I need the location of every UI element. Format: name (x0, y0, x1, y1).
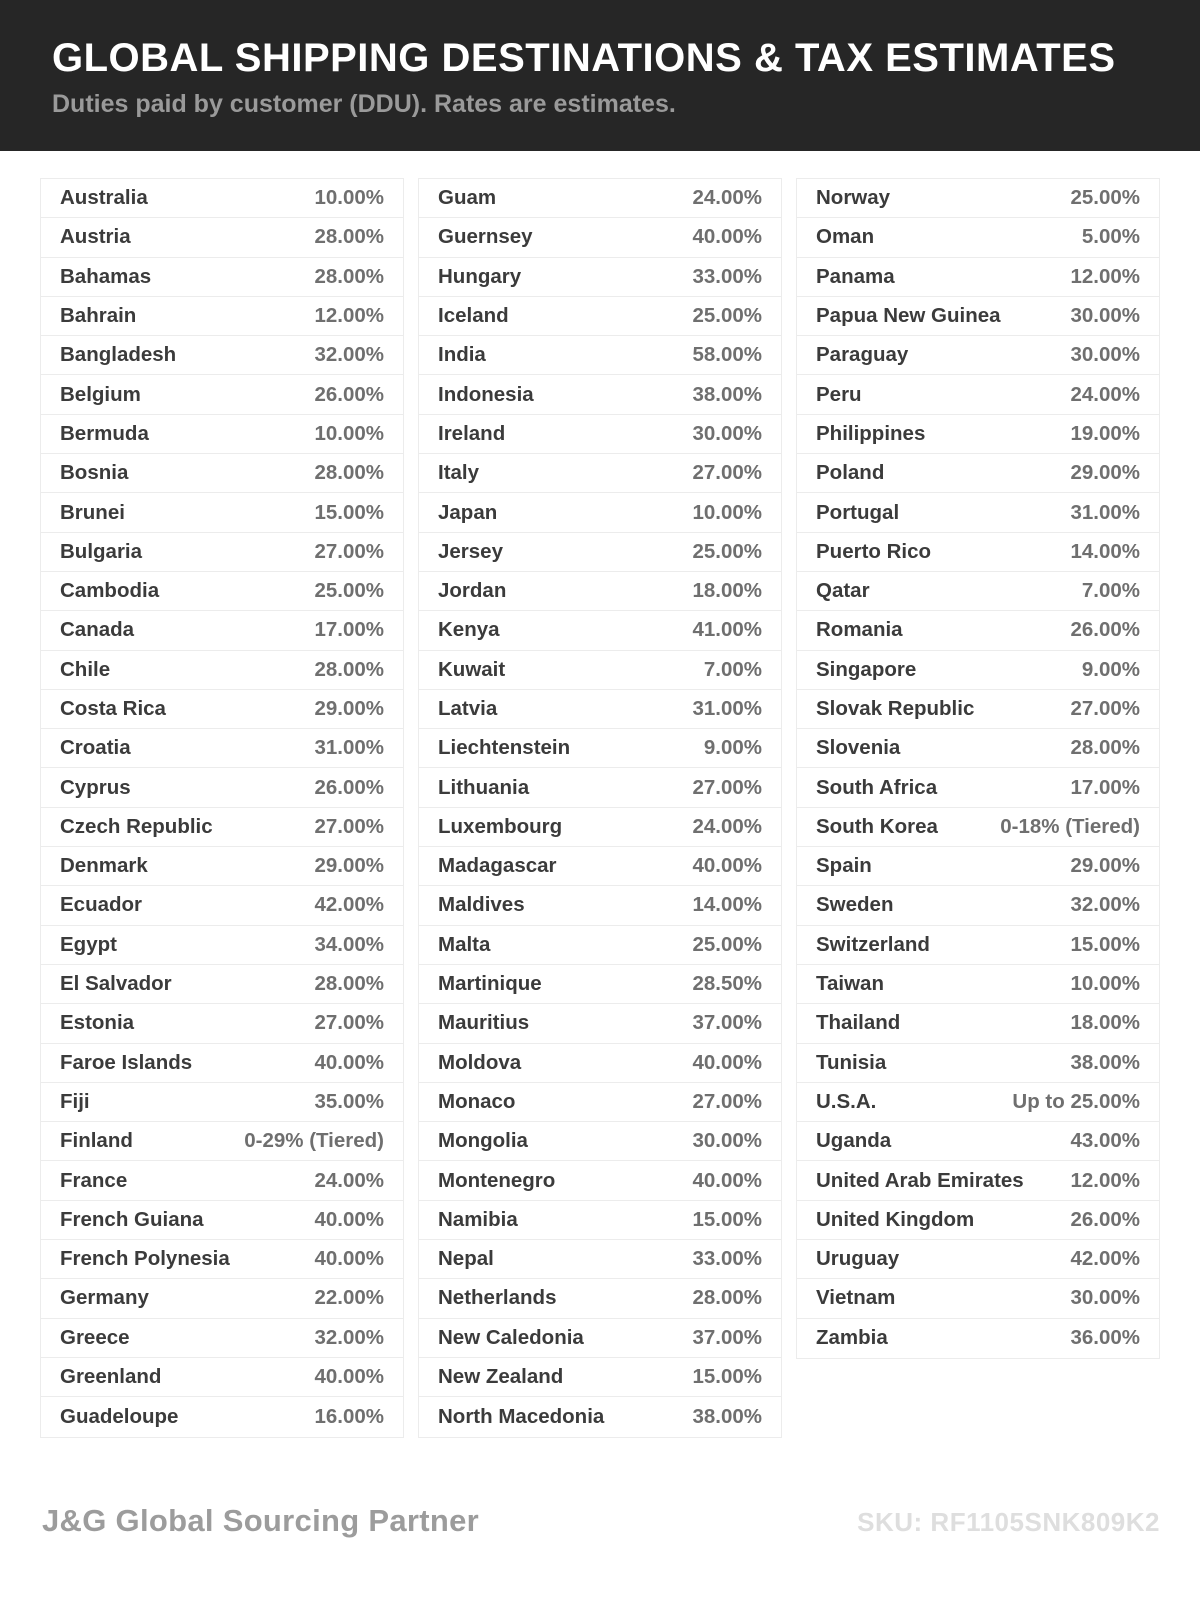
table-row (419, 1201, 781, 1240)
tax-rate: 19.00% (1070, 421, 1140, 445)
table-row (41, 651, 403, 690)
table-row (419, 336, 781, 375)
tax-rate: 9.00% (1081, 657, 1140, 681)
tax-rate: 37.00% (692, 1011, 762, 1035)
country-name: South Africa (816, 775, 938, 799)
country-name: Panama (816, 264, 895, 288)
table-row (41, 1279, 403, 1318)
country-name: Uganda (816, 1129, 892, 1153)
table-row (41, 847, 403, 886)
table-row (419, 1358, 781, 1397)
tax-rate: 26.00% (314, 775, 384, 799)
tax-rate: 58.00% (692, 343, 762, 367)
table-row (797, 1161, 1159, 1200)
table-row (41, 1201, 403, 1240)
country-name: Hungary (438, 264, 522, 288)
tax-rate: 36.00% (1070, 1326, 1140, 1350)
tax-rate: 27.00% (314, 539, 384, 563)
country-name: Uruguay (816, 1247, 900, 1271)
table-row (41, 533, 403, 572)
table-row (41, 1319, 403, 1358)
country-name: Paraguay (816, 343, 909, 367)
table-row (797, 1083, 1159, 1122)
tax-rate: 31.00% (1070, 500, 1140, 524)
table-row (41, 1161, 403, 1200)
table-row (797, 1122, 1159, 1161)
tax-rate: 9.00% (703, 736, 762, 760)
table-row (419, 1122, 781, 1161)
tax-rate: 28.00% (1070, 736, 1140, 760)
table-row (797, 533, 1159, 572)
table-row (797, 768, 1159, 807)
tax-rate: 29.00% (314, 697, 384, 720)
tax-rate: 27.00% (314, 1011, 384, 1035)
country-name: Denmark (60, 854, 148, 878)
tax-rate: 25.00% (1070, 186, 1140, 210)
country-name: India (438, 343, 486, 367)
table-column-3 (796, 178, 1160, 1359)
country-name: Iceland (438, 304, 509, 328)
country-name: Ireland (438, 421, 506, 445)
tax-rate: 41.00% (692, 618, 762, 642)
country-name: Vietnam (816, 1286, 896, 1310)
country-name: U.S.A. (816, 1089, 877, 1113)
table-row (797, 690, 1159, 729)
tax-rate: 40.00% (314, 1365, 384, 1389)
table-row (797, 611, 1159, 650)
tax-rate: 12.00% (1070, 1168, 1140, 1192)
tax-rate: 30.00% (1070, 1286, 1140, 1310)
tax-rate: 29.00% (1070, 461, 1140, 485)
tax-rate: 25.00% (692, 539, 762, 563)
tax-rate: 42.00% (314, 893, 384, 917)
table-row (797, 1201, 1159, 1240)
table-row (41, 179, 403, 218)
country-name: Cambodia (60, 579, 160, 603)
table-row (41, 572, 403, 611)
tax-rate: 38.00% (692, 1404, 762, 1428)
tax-rate: 38.00% (692, 382, 762, 406)
table-row (41, 1240, 403, 1279)
country-name: French Polynesia (60, 1247, 230, 1271)
country-name: Brunei (60, 500, 125, 524)
table-row (797, 375, 1159, 414)
tax-rate: 15.00% (692, 1365, 762, 1389)
table-row (41, 1083, 403, 1122)
table-row (41, 493, 403, 532)
table-row (797, 454, 1159, 493)
country-name: Spain (816, 854, 872, 878)
country-name: Germany (60, 1286, 149, 1310)
tax-rate: 28.00% (314, 461, 384, 485)
country-name: Martinique (438, 972, 542, 996)
tax-rate: 25.00% (314, 579, 384, 603)
tax-rate: 30.00% (1070, 343, 1140, 367)
country-name: Guam (438, 186, 497, 210)
tax-rate: 15.00% (1070, 932, 1140, 956)
tax-rate: 24.00% (692, 186, 762, 210)
country-name: Madagascar (438, 854, 557, 878)
tax-rate: 31.00% (314, 736, 384, 760)
tax-rate: 12.00% (1070, 264, 1140, 288)
tax-rate: 16.00% (314, 1404, 384, 1428)
country-name: Australia (60, 186, 148, 210)
tax-rate: 28.00% (314, 657, 384, 681)
tax-rate: 15.00% (314, 500, 384, 524)
table-row (419, 926, 781, 965)
tax-rate: 34.00% (314, 932, 384, 956)
tax-rate: 18.00% (1070, 1011, 1140, 1035)
tax-rate: 40.00% (314, 1050, 384, 1074)
country-name: Montenegro (438, 1168, 556, 1192)
table-row (797, 1279, 1159, 1318)
country-name: Bahrain (60, 304, 137, 328)
country-name: Mongolia (438, 1129, 528, 1153)
country-name: New Caledonia (438, 1325, 584, 1349)
tax-rate: 28.00% (314, 264, 384, 288)
table-row (419, 965, 781, 1004)
country-name: Czech Republic (60, 814, 213, 838)
tax-rate: 15.00% (692, 1207, 762, 1231)
tax-rate: 29.00% (1070, 854, 1140, 878)
tax-rate: 26.00% (1070, 1207, 1140, 1231)
tax-rate: 26.00% (314, 382, 384, 406)
country-name: Bosnia (60, 461, 129, 485)
tax-rate: 18.00% (692, 579, 762, 603)
country-name: Faroe Islands (60, 1050, 193, 1074)
tax-rate: 29.00% (314, 854, 384, 878)
table-row (41, 1122, 403, 1161)
table-row (419, 886, 781, 925)
tax-rate: 28.00% (314, 225, 384, 249)
tax-rate: 10.00% (314, 421, 384, 445)
table-row (41, 729, 403, 768)
country-name: Liechtenstein (438, 736, 571, 760)
tax-rate: 24.00% (692, 814, 762, 838)
country-name: Qatar (816, 579, 870, 603)
tax-rate: 28.00% (692, 1286, 762, 1310)
tax-rate: 7.00% (703, 657, 762, 681)
country-name: Fiji (60, 1089, 90, 1113)
table-row (41, 886, 403, 925)
tax-rate: 30.00% (692, 421, 762, 445)
table-row (41, 1004, 403, 1043)
country-name: Greece (60, 1325, 130, 1349)
table-row (41, 690, 403, 729)
tax-rates-table (40, 178, 1160, 1438)
tax-rate: 14.00% (1070, 539, 1140, 563)
tax-rate: 25.00% (692, 304, 762, 328)
table-row (797, 926, 1159, 965)
country-name: Peru (816, 382, 862, 406)
country-name: Bangladesh (60, 343, 177, 367)
tax-rate: 12.00% (314, 304, 384, 328)
table-row (797, 808, 1159, 847)
country-name: Sweden (816, 893, 894, 917)
table-column-1 (40, 178, 404, 1438)
table-row (419, 611, 781, 650)
country-name: Canada (60, 618, 135, 642)
table-row (797, 297, 1159, 336)
country-name: Oman (816, 225, 875, 249)
table-row (419, 1240, 781, 1279)
tax-rate: 32.00% (314, 343, 384, 367)
table-row (419, 729, 781, 768)
tax-rate: 0-18% (Tiered) (1000, 814, 1140, 838)
country-name: Belgium (60, 382, 141, 406)
country-name: Maldives (438, 893, 525, 917)
table-row (41, 1358, 403, 1397)
country-name: Nepal (438, 1247, 494, 1271)
tax-rate: 43.00% (1070, 1129, 1140, 1153)
country-name: Estonia (60, 1011, 135, 1035)
table-row (797, 218, 1159, 257)
country-name: Guernsey (438, 225, 533, 249)
tax-rate: 31.00% (692, 697, 762, 720)
tax-rate: 40.00% (314, 1207, 384, 1231)
tax-rate: 26.00% (1070, 618, 1140, 642)
country-name: Romania (816, 618, 903, 642)
country-name: Finland (60, 1129, 133, 1153)
table-row (797, 1004, 1159, 1043)
table-row (419, 218, 781, 257)
tax-rate: 10.00% (692, 500, 762, 524)
table-row (797, 179, 1159, 218)
country-name: North Macedonia (438, 1404, 605, 1428)
table-row (419, 179, 781, 218)
tax-rate: 28.50% (692, 972, 762, 996)
country-name: Puerto Rico (816, 539, 932, 563)
country-name: Portugal (816, 500, 900, 524)
table-row (41, 258, 403, 297)
country-name: Kuwait (438, 657, 506, 681)
table-row (419, 415, 781, 454)
tax-rate: Up to 25.00% (1012, 1089, 1140, 1113)
country-name: Malta (438, 932, 491, 956)
country-name: Singapore (816, 657, 917, 681)
tax-rate: 5.00% (1081, 225, 1140, 249)
table-row (41, 611, 403, 650)
table-row (419, 297, 781, 336)
tax-rate: 22.00% (314, 1286, 384, 1310)
tax-rate: 10.00% (1070, 972, 1140, 996)
sku-label: SKU: RF1105SNK809K2 (857, 1507, 1160, 1537)
table-row (419, 847, 781, 886)
table-row (419, 651, 781, 690)
table-row (797, 493, 1159, 532)
tax-rate: 40.00% (314, 1247, 384, 1271)
country-name: Netherlands (438, 1286, 557, 1310)
table-row (419, 690, 781, 729)
table-row (419, 808, 781, 847)
table-row (797, 651, 1159, 690)
tax-rate: 17.00% (1070, 775, 1140, 799)
country-name: Switzerland (816, 932, 930, 956)
table-row (419, 493, 781, 532)
country-name: New Zealand (438, 1365, 564, 1389)
brand-name: J&G Global Sourcing Partner (42, 1503, 480, 1538)
tax-rate: 0-29% (Tiered) (244, 1129, 384, 1153)
tax-rate: 40.00% (692, 854, 762, 878)
tax-rate: 32.00% (1070, 893, 1140, 917)
country-name: Croatia (60, 736, 131, 760)
tax-rate: 42.00% (1070, 1247, 1140, 1271)
page-title: GLOBAL SHIPPING DESTINATIONS & TAX ESTIMATES (52, 36, 1116, 80)
country-name: Tunisia (816, 1050, 887, 1074)
table-row (419, 1083, 781, 1122)
tax-rate: 27.00% (692, 1089, 762, 1113)
table-row (41, 965, 403, 1004)
table-row (41, 297, 403, 336)
tax-rate: 40.00% (692, 225, 762, 249)
tax-rate: 17.00% (314, 618, 384, 642)
table-row (419, 1397, 781, 1436)
table-row (41, 218, 403, 257)
country-name: Norway (816, 186, 891, 210)
country-name: South Korea (816, 814, 938, 838)
tax-rate: 27.00% (314, 814, 384, 838)
tax-rate: 30.00% (692, 1129, 762, 1153)
table-row (419, 1279, 781, 1318)
table-row (797, 847, 1159, 886)
country-name: Japan (438, 500, 498, 524)
tax-rate: 32.00% (314, 1325, 384, 1349)
table-row (419, 533, 781, 572)
table-row (797, 258, 1159, 297)
country-name: Guadeloupe (60, 1404, 179, 1428)
country-name: Thailand (816, 1011, 901, 1035)
table-row (41, 808, 403, 847)
table-row (419, 258, 781, 297)
country-name: Italy (438, 461, 480, 485)
tax-rate: 10.00% (314, 186, 384, 210)
country-name: France (60, 1168, 128, 1192)
table-row (41, 1044, 403, 1083)
table-row (419, 768, 781, 807)
tax-rate: 37.00% (692, 1325, 762, 1349)
table-row (419, 572, 781, 611)
country-name: Papua New Guinea (816, 304, 1001, 328)
country-name: Taiwan (816, 972, 884, 996)
country-name: Ecuador (60, 893, 143, 917)
country-name: Mauritius (438, 1011, 530, 1035)
country-name: Latvia (438, 697, 498, 720)
country-name: Costa Rica (60, 697, 166, 720)
country-name: Slovak Republic (816, 697, 975, 720)
table-row (797, 336, 1159, 375)
page-footer (0, 1503, 1200, 1539)
table-row (797, 729, 1159, 768)
table-row (41, 375, 403, 414)
table-row (419, 454, 781, 493)
table-column-2 (418, 178, 782, 1438)
country-name: El Salvador (60, 972, 172, 996)
country-name: Indonesia (438, 382, 534, 406)
country-name: Austria (60, 225, 131, 249)
tax-rate: 38.00% (1070, 1050, 1140, 1074)
tax-rate: 40.00% (692, 1050, 762, 1074)
country-name: Zambia (816, 1326, 888, 1350)
country-name: Jordan (438, 579, 507, 603)
table-row (797, 1044, 1159, 1083)
tax-rate: 40.00% (692, 1168, 762, 1192)
tax-rate: 14.00% (692, 893, 762, 917)
tax-rate: 28.00% (314, 972, 384, 996)
country-name: Philippines (816, 421, 926, 445)
table-row (41, 768, 403, 807)
tax-rate: 24.00% (314, 1168, 384, 1192)
table-row (419, 1044, 781, 1083)
country-name: Kenya (438, 618, 500, 642)
country-name: Slovenia (816, 736, 901, 760)
country-name: United Arab Emirates (816, 1168, 1024, 1192)
country-name: Bulgaria (60, 539, 143, 563)
table-row (797, 415, 1159, 454)
page-subtitle: Duties paid by customer (DDU). Rates are estimates. (52, 90, 676, 118)
country-name: Bahamas (60, 264, 152, 288)
tax-rate: 27.00% (1070, 697, 1140, 720)
country-name: French Guiana (60, 1207, 204, 1231)
table-row (41, 1397, 403, 1436)
table-row (419, 375, 781, 414)
tax-rate: 33.00% (692, 1247, 762, 1271)
tax-rate: 30.00% (1070, 304, 1140, 328)
tax-rate: 33.00% (692, 264, 762, 288)
tax-rate: 35.00% (314, 1089, 384, 1113)
table-row (419, 1161, 781, 1200)
tax-rate: 7.00% (1081, 579, 1140, 603)
tax-rate: 27.00% (692, 775, 762, 799)
country-name: Namibia (438, 1207, 518, 1231)
table-row (41, 336, 403, 375)
table-row (41, 926, 403, 965)
country-name: Lithuania (438, 775, 530, 799)
country-name: Jersey (438, 539, 503, 563)
table-row (797, 886, 1159, 925)
country-name: United Kingdom (816, 1207, 975, 1231)
country-name: Poland (816, 461, 885, 485)
tax-rate: 27.00% (692, 461, 762, 485)
page-header (0, 0, 1200, 151)
country-name: Chile (60, 657, 111, 681)
table-row (419, 1319, 781, 1358)
country-name: Egypt (60, 932, 117, 956)
table-row (797, 572, 1159, 611)
table-row (41, 454, 403, 493)
tax-rate: 25.00% (692, 932, 762, 956)
country-name: Cyprus (60, 775, 131, 799)
country-name: Monaco (438, 1089, 516, 1113)
table-row (41, 415, 403, 454)
table-row (797, 1240, 1159, 1279)
table-row (419, 1004, 781, 1043)
table-row (797, 965, 1159, 1004)
country-name: Greenland (60, 1365, 162, 1389)
country-name: Luxembourg (438, 814, 563, 838)
country-name: Bermuda (60, 421, 149, 445)
table-row (797, 1319, 1159, 1358)
country-name: Moldova (438, 1050, 522, 1074)
tax-rate: 24.00% (1070, 382, 1140, 406)
